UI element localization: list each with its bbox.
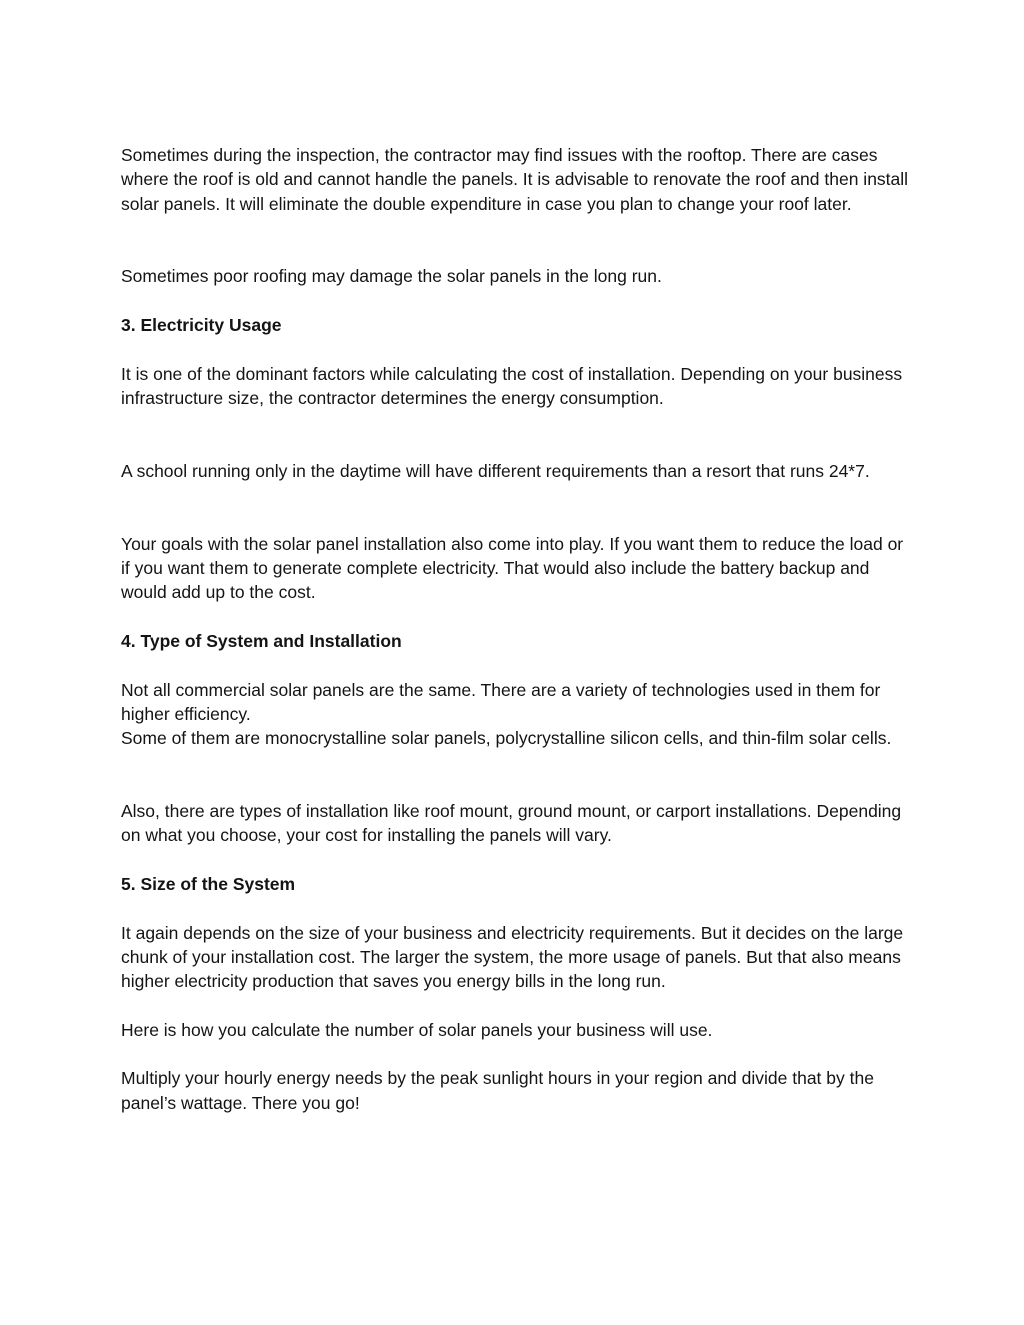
paragraph-poor-roofing: Sometimes poor roofing may damage the solar panels in the long run.: [121, 266, 662, 287]
paragraph-installation-types: Also, there are types of installation like roof mount, ground mount, or carport installations. Depending on what you choose, your cost for installing the panels will vary.: [121, 801, 902, 846]
paragraph-goals: Your goals with the solar panel installation also come into play. If you want them to reduce the load or if you want them to generate complete electricity. That would also include the battery backup and would add up to the cost.: [121, 533, 904, 603]
document-body: [121, 143, 911, 1115]
paragraph-calculation-formula: Multiply your hourly energy needs by the peak sunlight hours in your region and divide that by the panel’s wattage. There you go!: [121, 1068, 874, 1113]
paragraph-panel-technologies: Not all commercial solar panels are the same. There are a variety of technologies used in them for higher efficiency.: [121, 679, 881, 724]
heading-type-of-system: 4. Type of System and Installation: [121, 630, 402, 651]
paragraph-system-size: It again depends on the size of your business and electricity requirements. But it decides on the large chunk of your installation cost. The larger the system, the more usage of panels. But that also means higher electricity production that saves you energy bills in the long run.: [121, 922, 904, 992]
paragraph-school-example: A school running only in the daytime will have different requirements than a resort that runs 24*7.: [121, 460, 870, 481]
heading-size-of-system: 5. Size of the System: [121, 873, 296, 894]
paragraph-panel-types: Some of them are monocrystalline solar panels, polycrystalline silicon cells, and thin-film solar cells.: [121, 728, 892, 749]
heading-electricity-usage: 3. Electricity Usage: [121, 315, 282, 336]
paragraph-roof-inspection: Sometimes during the inspection, the contractor may find issues with the rooftop. There are cases where the roof is old and cannot handle the panels. It is advisable to renovate the roof and then install solar panels. It will eliminate the double expenditure in case you plan to change your roof later.: [121, 145, 909, 214]
paragraph-calculate-intro: Here is how you calculate the number of solar panels your business will use.: [121, 1019, 713, 1040]
paragraph-dominant-factors: It is one of the dominant factors while calculating the cost of installation. Depending on your business infrastructure size, the contractor determines the energy consumption.: [121, 363, 903, 408]
